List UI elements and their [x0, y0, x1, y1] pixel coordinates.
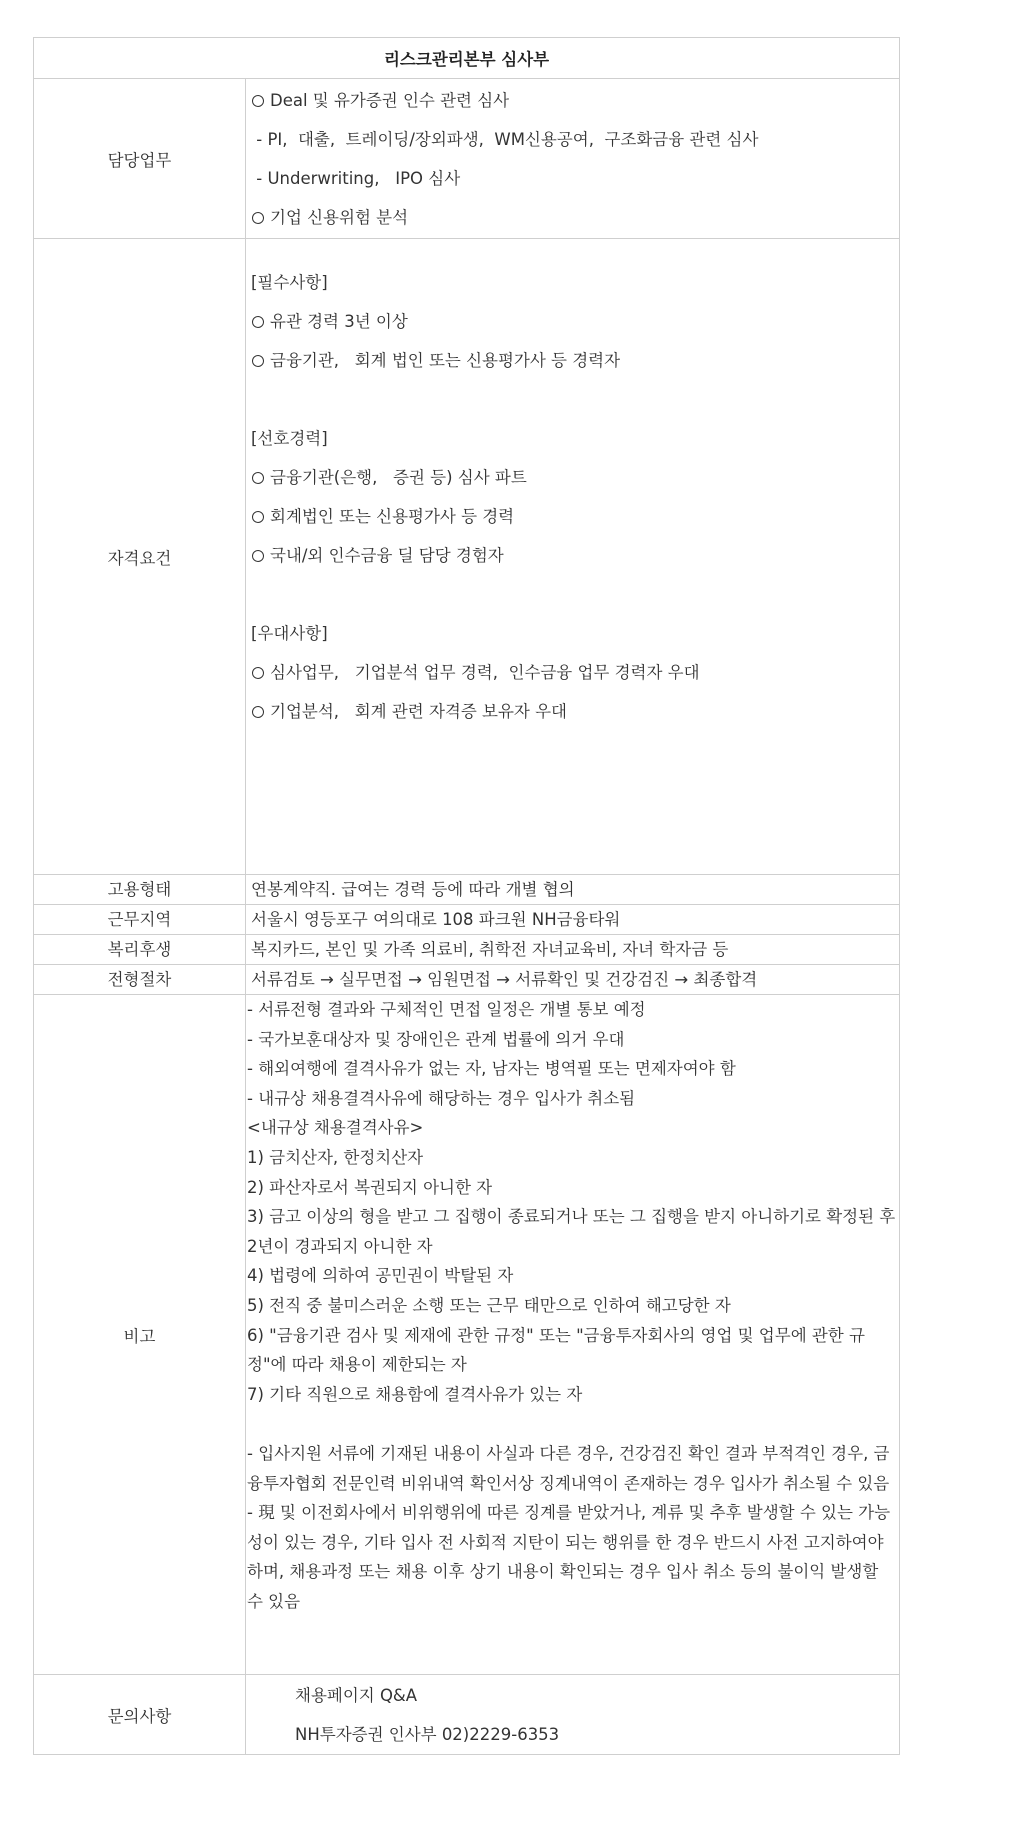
qualification-item — [251, 497, 899, 536]
qualification-section-heading — [251, 419, 899, 458]
circle-bullet-icon — [252, 472, 264, 484]
circle-bullet-icon — [252, 550, 264, 562]
employment-row — [34, 875, 900, 905]
employment-label: 고용형태 — [34, 875, 246, 905]
duties-value — [246, 79, 900, 239]
note-item — [247, 1025, 897, 1055]
qualification-item — [251, 536, 899, 575]
location-label: 근무지역 — [34, 905, 246, 935]
duties-label: 담당업무 — [34, 79, 246, 239]
note-item — [247, 1498, 897, 1616]
spacer — [251, 575, 899, 614]
contact-list — [251, 1676, 899, 1754]
circle-bullet-icon — [252, 667, 264, 679]
duties-list — [251, 81, 899, 237]
qualification-item — [251, 692, 899, 731]
note-item — [247, 1113, 897, 1143]
list-item-text: 금융기관, 회계 법인 또는 신용평가사 등 경력자 — [270, 351, 621, 370]
qualifications-list — [251, 263, 899, 731]
benefits-row — [34, 935, 900, 965]
list-item-text: - 입사지원 서류에 기재된 내용이 사실과 다른 경우, 건강검진 확인 결과 부적격인 경우, 금융투자협회 전문인력 비위내역 확인서상 징계내역이 존재하는 경우 입사가 취소될 수 있음 — [247, 1443, 890, 1493]
list-item-text: 2) 파산자로서 복권되지 아니한 자 — [247, 1177, 493, 1197]
note-item — [247, 1173, 897, 1203]
list-item-text: 5) 전직 중 불미스러운 소행 또는 근무 태만으로 인하여 해고당한 자 — [247, 1295, 731, 1315]
list-item-text: - Underwriting, IPO 심사 — [251, 168, 461, 188]
contact-value — [246, 1675, 900, 1755]
circle-bullet-icon — [252, 212, 264, 224]
note-item — [247, 1439, 897, 1498]
qualification-item — [251, 653, 899, 692]
qualifications-row — [34, 239, 900, 875]
list-item-text: <내규상 채용결격사유> — [247, 1118, 424, 1138]
contact-label: 문의사항 — [34, 1675, 246, 1755]
list-item-text: 3) 금고 이상의 형을 받고 그 집행이 종료되거나 또는 그 집행을 받지 아니하기로 확정된 후 2년이 경과되지 아니한 자 — [247, 1207, 896, 1256]
duty-item — [251, 81, 899, 120]
contact-row — [34, 1675, 900, 1755]
list-item-text: - PI, 대출, 트레이딩/장외파생, WM신용공여, 구조화금융 관련 심사 — [251, 129, 759, 149]
notes-list — [247, 995, 897, 1616]
note-item — [247, 1054, 897, 1084]
title-row — [34, 38, 900, 79]
note-item — [247, 1291, 897, 1321]
list-item-text: 채용페이지 Q&A — [295, 1685, 418, 1705]
list-item-text: 유관 경력 3년 이상 — [270, 312, 408, 331]
process-row — [34, 965, 900, 995]
qualifications-value — [246, 239, 900, 875]
circle-bullet-icon — [252, 355, 264, 367]
notes-value — [246, 995, 900, 1675]
duty-item — [251, 198, 899, 237]
note-item — [247, 1321, 897, 1380]
list-item-text: Deal 및 유가증권 인수 관련 심사 — [270, 90, 510, 110]
list-item-text: [선호경력] — [251, 429, 328, 448]
list-item-text: - 해외여행에 결격사유가 없는 자, 남자는 병역필 또는 면제자여야 함 — [247, 1059, 736, 1079]
list-item-text: - 국가보훈대상자 및 장애인은 관계 법률에 의거 우대 — [247, 1029, 625, 1049]
list-item-text: 기업 신용위험 분석 — [270, 207, 409, 227]
list-item-text: 1) 금치산자, 한정치산자 — [247, 1147, 424, 1167]
note-item — [247, 1261, 897, 1291]
circle-bullet-icon — [252, 706, 264, 718]
circle-bullet-icon — [252, 95, 264, 107]
qualifications-label: 자격요건 — [34, 239, 246, 875]
notes-label: 비고 — [34, 995, 246, 1675]
list-item-text: NH투자증권 인사부 02)2229-6353 — [295, 1724, 560, 1744]
qualification-item — [251, 341, 899, 380]
list-item-text: 기업분석, 회계 관련 자격증 보유자 우대 — [270, 702, 567, 721]
list-item-text: [우대사항] — [251, 624, 328, 643]
employment-value: 연봉계약직. 급여는 경력 등에 따라 개별 협의 — [246, 875, 900, 905]
list-item-text: 4) 법령에 의하여 공민권이 박탈된 자 — [247, 1266, 514, 1286]
qualification-item — [251, 302, 899, 341]
duties-row — [34, 79, 900, 239]
list-item-text: 회계법인 또는 신용평가사 등 경력 — [270, 507, 515, 526]
notes-row — [34, 995, 900, 1675]
list-item-text: - 내규상 채용결격사유에 해당하는 경우 입사가 취소됨 — [247, 1088, 636, 1108]
duty-item — [251, 159, 899, 198]
job-posting-table — [33, 37, 900, 1755]
list-item-text: 국내/외 인수금융 딜 담당 경험자 — [270, 546, 504, 565]
duty-item — [251, 120, 899, 159]
note-item — [247, 1143, 897, 1173]
circle-bullet-icon — [252, 316, 264, 328]
list-item-text: 6) "금융기관 검사 및 제재에 관한 규정" 또는 "금융투자회사의 영업 및 업무에 관한 규정"에 따라 채용이 제한되는 자 — [247, 1325, 865, 1375]
contact-item — [251, 1715, 899, 1754]
note-item — [247, 995, 897, 1025]
spacer — [251, 380, 899, 419]
qualification-section-heading — [251, 614, 899, 653]
note-item — [247, 1202, 897, 1261]
benefits-label: 복리후생 — [34, 935, 246, 965]
list-item-text: - 서류전형 결과와 구체적인 면접 일정은 개별 통보 예정 — [247, 1000, 646, 1019]
spacer — [247, 1409, 897, 1439]
department-title: 리스크관리본부 심사부 — [34, 38, 900, 79]
process-label: 전형절차 — [34, 965, 246, 995]
contact-item — [251, 1676, 899, 1715]
location-row — [34, 905, 900, 935]
benefits-value: 복지카드, 본인 및 가족 의료비, 취학전 자녀교육비, 자녀 학자금 등 — [246, 935, 900, 965]
circle-bullet-icon — [252, 511, 264, 523]
list-item-text: - 現 및 이전회사에서 비위행위에 따른 징계를 받았거나, 계류 및 추후 발생할 수 있는 가능성이 있는 경우, 기타 입사 전 사회적 지탄이 되는 행위를 한 경우 반드시 사전 고지하여야 하며, 채용과정 또는 채용 이후 상기 내용이 확인되는 경우 입사 취소 등의 불이익 발생할 수 있음 — [247, 1503, 891, 1611]
list-item-text: 심사업무, 기업분석 업무 경력, 인수금융 업무 경력자 우대 — [270, 663, 700, 682]
list-item-text: 금융기관(은행, 증권 등) 심사 파트 — [270, 468, 527, 487]
location-value: 서울시 영등포구 여의대로 108 파크원 NH금융타워 — [246, 905, 900, 935]
list-item-text: [필수사항] — [251, 273, 328, 292]
list-item-text: 7) 기타 직원으로 채용함에 결격사유가 있는 자 — [247, 1384, 583, 1404]
qualification-item — [251, 458, 899, 497]
process-value: 서류검토 → 실무면접 → 임원면접 → 서류확인 및 건강검진 → 최종합격 — [246, 965, 900, 995]
note-item — [247, 1084, 897, 1114]
qualification-section-heading — [251, 263, 899, 302]
note-item — [247, 1380, 897, 1410]
